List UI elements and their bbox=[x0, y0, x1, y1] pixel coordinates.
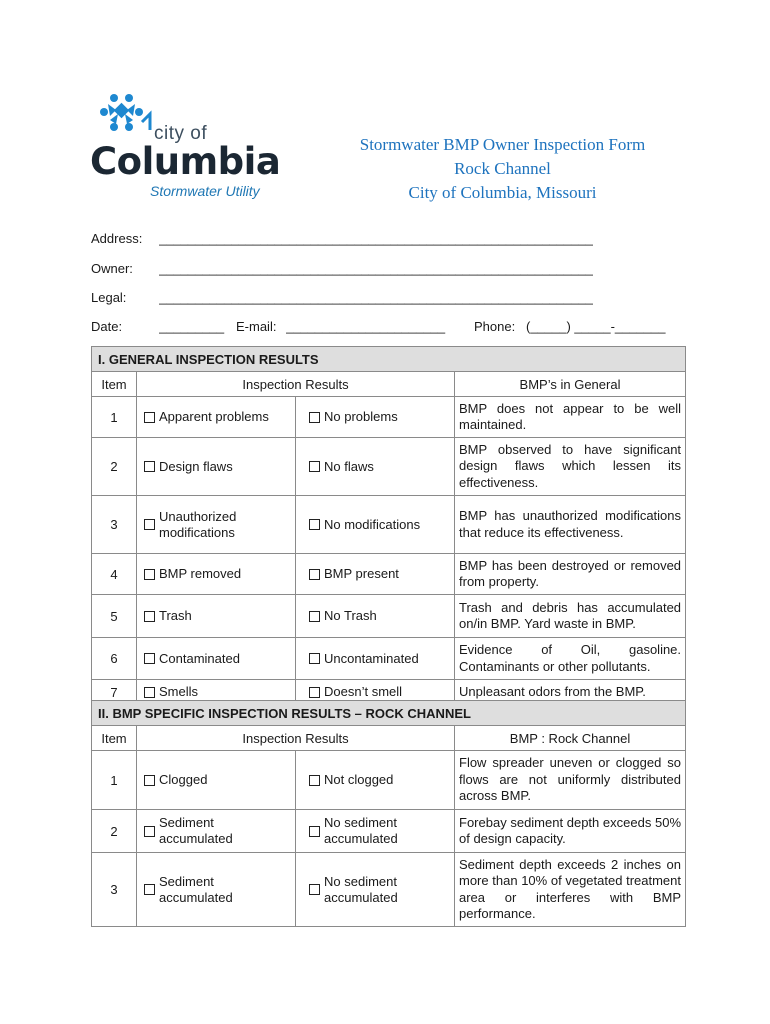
city-logo-mark-icon bbox=[98, 92, 156, 142]
item-number: 4 bbox=[92, 554, 137, 595]
column-header-item: Item bbox=[92, 726, 137, 751]
item-number: 1 bbox=[92, 397, 137, 438]
result-option-ok: Uncontaminated bbox=[324, 650, 419, 666]
form-title: Stormwater BMP Owner Inspection Form bbox=[359, 135, 646, 154]
legal-field[interactable]: ____________________________________________________________ bbox=[159, 290, 593, 305]
date-label: Date: bbox=[91, 319, 123, 334]
condition-description: Sediment depth exceeds 2 inches on more than 10% of vegetated treatment area or interferes with BMP performance. bbox=[455, 853, 686, 927]
result-option-problem: BMP removed bbox=[159, 566, 242, 581]
checkbox[interactable] bbox=[309, 775, 320, 786]
result-option-problem: Sediment accumulated bbox=[159, 815, 233, 846]
result-option-problem: Contaminated bbox=[159, 650, 240, 666]
column-header-results: Inspection Results bbox=[137, 726, 455, 751]
date-field[interactable]: _________ bbox=[159, 319, 225, 334]
form-subtitle: Rock Channel bbox=[454, 159, 551, 178]
result-option-ok: No sediment accumulated bbox=[324, 873, 398, 905]
email-field[interactable]: ______________________ bbox=[286, 319, 446, 334]
email-label: E-mail: bbox=[236, 319, 277, 334]
condition-description: Forebay sediment depth exceeds 50% of design capacity. bbox=[455, 810, 686, 853]
result-option-ok: No Trash bbox=[324, 608, 377, 623]
rock-channel-inspection-table bbox=[91, 700, 686, 927]
result-option-problem: Smells bbox=[159, 684, 199, 699]
table-row bbox=[92, 853, 686, 927]
logo-columbia: Columbia bbox=[90, 140, 281, 183]
checkbox[interactable] bbox=[144, 519, 155, 530]
item-number: 3 bbox=[92, 853, 137, 927]
checkbox[interactable] bbox=[144, 775, 155, 786]
result-option-ok: No problems bbox=[324, 409, 398, 424]
checkbox[interactable] bbox=[144, 653, 155, 664]
result-option-ok: No modifications bbox=[324, 516, 421, 532]
checkbox[interactable] bbox=[309, 687, 320, 698]
table-row bbox=[92, 638, 686, 680]
condition-description: Trash and debris has accumulated on/in BMP. Yard waste in BMP. bbox=[455, 595, 686, 638]
owner-label: Owner: bbox=[91, 261, 133, 276]
result-option-ok: BMP present bbox=[324, 566, 399, 581]
checkbox[interactable] bbox=[309, 611, 320, 622]
table-row bbox=[92, 810, 686, 853]
table-row bbox=[92, 554, 686, 595]
result-option-problem: Trash bbox=[159, 608, 192, 623]
result-option-ok: No sediment accumulated bbox=[324, 815, 398, 846]
condition-description: Unpleasant odors from the BMP. bbox=[455, 680, 686, 705]
owner-field[interactable]: ____________________________________________________________ bbox=[159, 261, 593, 276]
section-title: II. BMP SPECIFIC INSPECTION RESULTS – ROCK CHANNEL bbox=[92, 701, 686, 726]
address-field[interactable]: ____________________________________________________________ bbox=[159, 231, 593, 246]
condition-description: Evidence of Oil, gasoline. Contaminants or other pollutants. bbox=[455, 638, 686, 680]
condition-description: BMP has been destroyed or removed from property. bbox=[455, 554, 686, 595]
result-option-ok: Doesn’t smell bbox=[324, 684, 403, 699]
condition-description: Flow spreader uneven or clogged so flows are not uniformly distributed across BMP. bbox=[455, 751, 686, 810]
table-row bbox=[92, 595, 686, 638]
item-number: 2 bbox=[92, 438, 137, 496]
result-option-problem: Design flaws bbox=[159, 458, 233, 474]
table-row bbox=[92, 397, 686, 438]
checkbox[interactable] bbox=[309, 412, 320, 423]
result-option-problem: Sediment accumulated bbox=[159, 873, 233, 905]
condition-description: BMP does not appear to be well maintained. bbox=[455, 397, 686, 438]
address-label: Address: bbox=[91, 231, 143, 246]
legal-label: Legal: bbox=[91, 290, 127, 305]
column-header-description: BMP’s in General bbox=[455, 372, 686, 397]
checkbox[interactable] bbox=[309, 884, 320, 895]
checkbox[interactable] bbox=[144, 412, 155, 423]
condition-description: BMP observed to have significant design flaws which lessen its effectiveness. bbox=[455, 438, 686, 496]
item-number: 5 bbox=[92, 595, 137, 638]
item-number: 2 bbox=[92, 810, 137, 853]
phone-label: Phone: bbox=[474, 319, 516, 334]
checkbox[interactable] bbox=[309, 569, 320, 580]
checkbox[interactable] bbox=[309, 461, 320, 472]
logo-city-of: city of bbox=[154, 123, 208, 144]
city-logo bbox=[88, 90, 288, 210]
checkbox[interactable] bbox=[309, 826, 320, 837]
checkbox[interactable] bbox=[309, 519, 320, 530]
phone-field[interactable]: (_____) _____-_______ bbox=[526, 319, 666, 334]
item-number: 1 bbox=[92, 751, 137, 810]
form-jurisdiction: City of Columbia, Missouri bbox=[408, 183, 597, 202]
checkbox[interactable] bbox=[144, 611, 155, 622]
result-option-problem: Apparent problems bbox=[159, 409, 269, 424]
table-row bbox=[92, 751, 686, 810]
logo-stormwater-utility: Stormwater Utility bbox=[150, 183, 260, 199]
section-title: I. GENERAL INSPECTION RESULTS bbox=[92, 347, 686, 372]
checkbox[interactable] bbox=[144, 826, 155, 837]
item-number: 6 bbox=[92, 638, 137, 680]
result-option-problem: Clogged bbox=[159, 772, 208, 787]
result-option-ok: Not clogged bbox=[324, 772, 394, 787]
item-number: 3 bbox=[92, 496, 137, 554]
result-option-ok: No flaws bbox=[324, 458, 374, 474]
column-header-item: Item bbox=[92, 372, 137, 397]
column-header-description: BMP : Rock Channel bbox=[455, 726, 686, 751]
item-number: 7 bbox=[92, 680, 137, 705]
checkbox[interactable] bbox=[144, 569, 155, 580]
checkbox[interactable] bbox=[144, 884, 155, 895]
checkbox[interactable] bbox=[144, 461, 155, 472]
column-header-results: Inspection Results bbox=[137, 372, 455, 397]
general-inspection-table bbox=[91, 346, 686, 705]
checkbox[interactable] bbox=[309, 653, 320, 664]
table-row bbox=[92, 496, 686, 554]
result-option-problem: Unauthorized modifications bbox=[159, 508, 237, 540]
checkbox[interactable] bbox=[144, 687, 155, 698]
condition-description: BMP has unauthorized modifications that reduce its effectiveness. bbox=[455, 496, 686, 554]
table-row bbox=[92, 438, 686, 496]
